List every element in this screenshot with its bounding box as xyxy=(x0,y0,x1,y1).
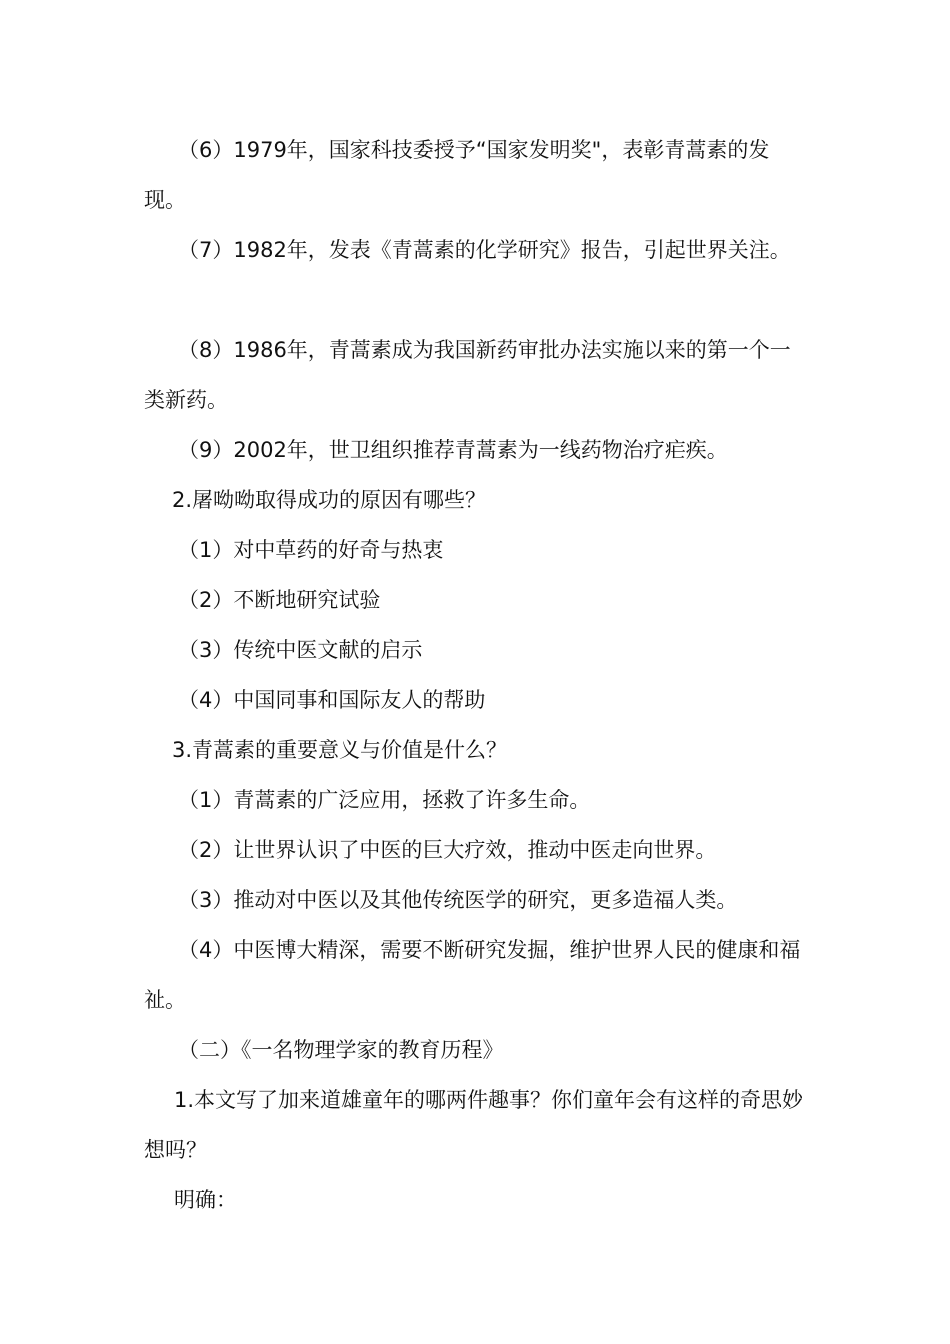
list-item-reason-2: （2）不断地研究试验 xyxy=(178,588,381,612)
list-item-reason-3: （3）传统中医文献的启示 xyxy=(178,638,423,662)
list-item-significance-1: （1）青蒿素的广泛应用，拯救了许多生命。 xyxy=(178,788,591,812)
list-item-significance-3: （3）推动对中医以及其他传统医学的研究，更多造福人类。 xyxy=(178,888,738,912)
paragraph-2002-who: （9）2002年，世卫组织推荐青蒿素为一线药物治疗疟疾。 xyxy=(178,438,728,462)
list-item-reason-4: （4）中国同事和国际友人的帮助 xyxy=(178,688,486,712)
list-item-significance-2: （2）让世界认识了中医的巨大疗效，推动中医走向世界。 xyxy=(178,838,717,862)
question-childhood-stories: 1.本文写了加来道雄童年的哪两件趣事？你们童年会有这样的奇思妙想吗？ xyxy=(144,1088,804,1162)
heading-success-reasons: 2.屠呦呦取得成功的原因有哪些？ xyxy=(172,488,487,512)
paragraph-1986-new-drug: （8）1986年，青蒿素成为我国新药审批办法实施以来的第一个一类新药。 xyxy=(144,338,791,412)
answer-label: 明确： xyxy=(174,1188,237,1212)
list-item-significance-4: （4）中医博大精深，需要不断研究发掘，维护世界人民的健康和福祉。 xyxy=(144,938,801,1012)
paragraph-1979-invention-award: （6）1979年，国家科技委授予“国家发明奖"，表彰青蒿素的发现。 xyxy=(144,138,770,212)
paragraph-1982-report: （7）1982年，发表《青蒿素的化学研究》报告，引起世界关注。 xyxy=(178,238,791,262)
heading-significance: 3.青蒿素的重要意义与价值是什么？ xyxy=(172,738,508,762)
section-heading-physicist: （二）《一名物理学家的教育历程》 xyxy=(178,1038,504,1062)
list-item-reason-1: （1）对中草药的好奇与热衷 xyxy=(178,538,444,562)
